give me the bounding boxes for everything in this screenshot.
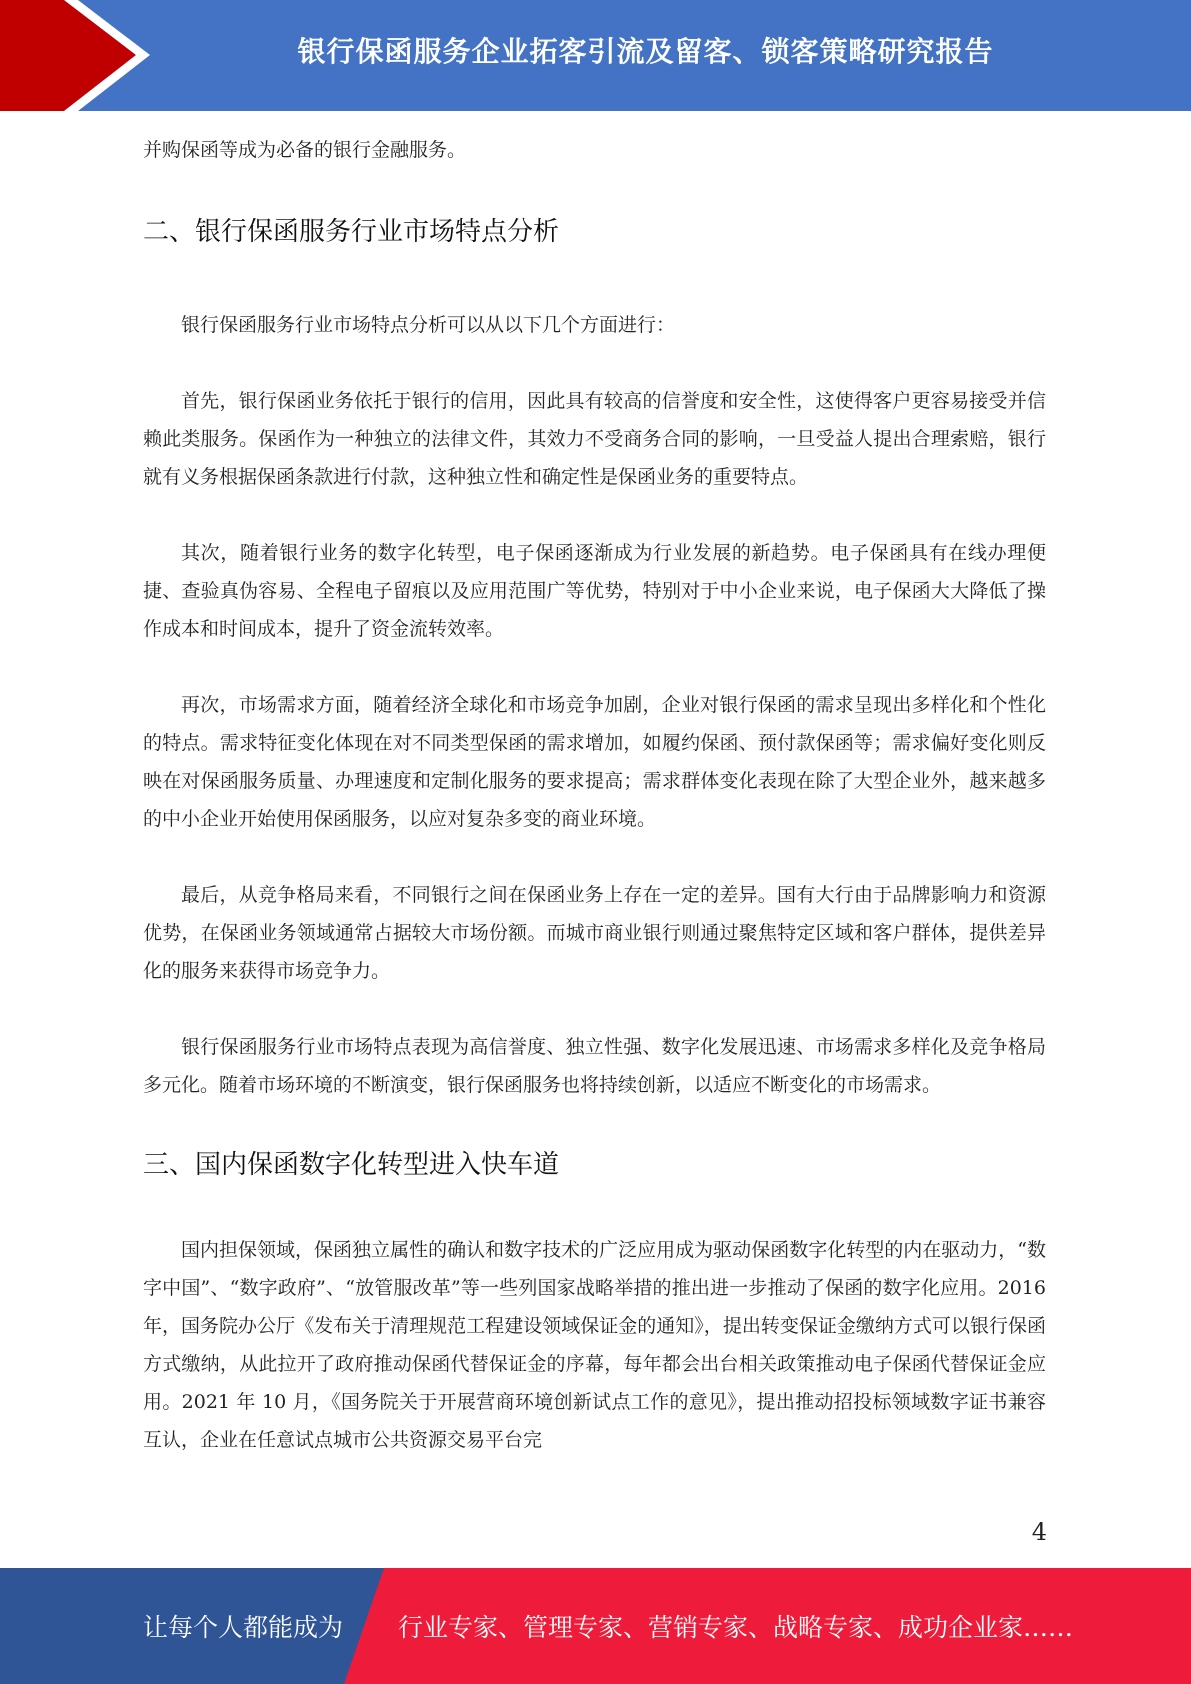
section-2-paragraph: 其次，随着银行业务的数字化转型，电子保函逐渐成为行业发展的新趋势。电子保函具有在线办理便捷、查验真伪容易、全程电子留痕以及应用范围广等优势，特别对于中小企业来说，电子保函大大降低了操作成本和时间成本，提升了资金流转效率。: [143, 542, 1046, 640]
section-2-paragraph: 首先，银行保函业务依托于银行的信用，因此具有较高的信誉度和安全性，这使得客户更容易接受并信赖此类服务。保函作为一种独立的法律文件，其效力不受商务合同的影响，一旦受益人提出合理索赔，银行就有义务根据保函条款进行付款，这种独立性和确定性是保函业务的重要特点。: [143, 390, 1046, 488]
header-arrow-icon: [0, 0, 160, 111]
section-3-heading: 三、国内保函数字化转型进入快车道: [143, 1150, 560, 1180]
header-title: 银行保函服务企业拓客引流及留客、锁客策略研究报告: [297, 35, 994, 68]
footer-bar: [0, 1568, 1191, 1684]
section-2-paragraph: 银行保函服务行业市场特点分析可以从以下几个方面进行：: [181, 314, 676, 336]
page-number: 4: [1031, 1518, 1047, 1546]
footer-slogan-right: 行业专家、管理专家、营销专家、战略专家、成功企业家……: [398, 1613, 1074, 1642]
section-3-paragraph: 国内担保领域，保函独立属性的确认和数字技术的广泛应用成为驱动保函数字化转型的内在驱动力，“数字中国”、“数字政府”、“放管服改革”等一些列国家战略举措的推出进一步推动了保函的数字化应用。2016 年，国务院办公厅《发布关于清理规范工程建设领域保证金的通知》，提出转变保证金缴纳方式可以银行保函方式缴纳，从此拉开了政府推动保函代替保证金的序幕，每年都会出台相关政策推动电子保函代替保证金应用。2021 年 10 月，《国务院关于开展营商环境创新试点工作的意见》，提出推动招投标领域数字证书兼容互认，企业在任意试点城市公共资源交易平台完: [143, 1239, 1046, 1451]
footer-slogan-left: 让每个人都能成为: [143, 1613, 344, 1642]
section-2-heading: 二、银行保函服务行业市场特点分析: [143, 217, 560, 247]
section-2-paragraph: 最后，从竞争格局来看，不同银行之间在保函业务上存在一定的差异。国有大行由于品牌影响力和资源优势，在保函业务领域通常占据较大市场份额。而城市商业银行则通过聚焦特定区域和客户群体，提供差异化的服务来获得市场竞争力。: [143, 884, 1046, 982]
section-2-paragraph: 银行保函服务行业市场特点表现为高信誉度、独立性强、数字化发展迅速、市场需求多样化及竞争格局多元化。随着市场环境的不断演变，银行保函服务也将持续创新，以适应不断变化的市场需求。: [143, 1036, 1046, 1096]
header-bar: [0, 0, 1191, 111]
intro-line: 并购保函等成为必备的银行金融服务。: [143, 139, 467, 161]
section-2-paragraph: 再次，市场需求方面，随着经济全球化和市场竞争加剧，企业对银行保函的需求呈现出多样化和个性化的特点。需求特征变化体现在对不同类型保函的需求增加，如履约保函、预付款保函等；需求偏好变化则反映在对保函服务质量、办理速度和定制化服务的要求提高；需求群体变化表现在除了大型企业外，越来越多的中小企业开始使用保函服务，以应对复杂多变的商业环境。: [143, 694, 1046, 830]
page-content: [143, 131, 1046, 1459]
